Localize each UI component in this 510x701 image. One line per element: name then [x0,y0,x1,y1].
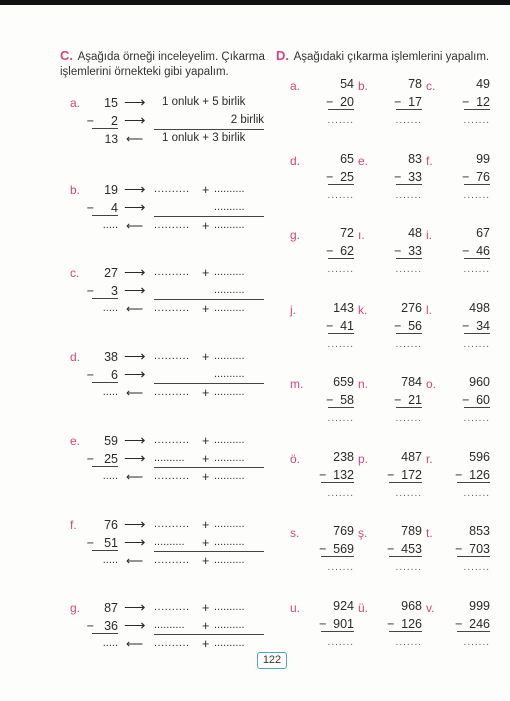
minus-sign: − [86,368,94,382]
ones-blank[interactable]: .......... [214,470,245,482]
exercise-subtrahend: 901 [333,616,354,631]
back-arrow-icon: ⟵ [126,219,144,233]
exercise-subtrahend-row [457,468,490,483]
exercise-label: c. [70,266,80,280]
exercise-minuend: 999 [469,598,490,613]
answer-blank[interactable]: ....... [463,636,490,648]
exercise-label: m. [290,377,304,391]
exercise-d-5 [426,152,498,216]
exercise-subtrahend-row [328,319,354,334]
section-d [276,48,506,648]
exercise-d-0 [290,77,362,141]
tens-blank[interactable]: .......... [154,554,190,566]
answer-blank[interactable]: ....... [327,413,354,424]
plus-sign: + [202,536,210,550]
exercise-minuend: 78 [408,77,422,91]
exercise-c-4 [70,518,270,576]
answer-blank[interactable]: ....... [463,487,490,499]
minus-sign: − [326,169,334,184]
result-blank[interactable]: ..... [102,637,118,649]
minus-sign: − [387,467,395,482]
subtrahend-decomposition-line[interactable] [154,452,264,468]
exercise-minuend: 659 [333,375,354,389]
exercise-minuend: 789 [401,524,422,538]
exercise-subtrahend-row [464,393,490,408]
ones-blank[interactable]: .......... [214,368,245,380]
ones-blank[interactable]: .......... [214,201,245,213]
minus-sign: − [394,393,402,407]
ones-blank[interactable]: .......... [214,452,245,464]
answer-blank[interactable]: ....... [327,189,354,201]
minus-sign: − [86,452,94,466]
exercise-d-15 [290,450,362,514]
arrow-icon: ⟶ [124,366,146,383]
exercise-subtrahend-row [457,617,490,632]
minus-sign: − [394,318,402,333]
exercise-d-11 [426,301,498,365]
exercise-minuend: 968 [401,598,422,613]
minus-sign: − [462,169,470,184]
exercise-d-23 [426,599,498,663]
exercise-minuend: 498 [469,300,490,315]
exercise-subtrahend: 17 [408,95,422,109]
exercise-minuend: 72 [340,226,354,240]
exercise-minuend: 59 [104,434,118,448]
plus-sign: + [202,470,210,484]
exercise-minuend: 27 [104,266,118,280]
minus-sign: − [455,467,463,482]
tens-blank[interactable]: .......... [154,470,190,482]
section-c-heading [60,48,270,80]
ones-blank[interactable]: .......... [214,554,245,566]
plus-sign: + [202,302,210,316]
exercise-minuend: 596 [469,449,490,464]
example-a [70,96,270,154]
minus-sign: − [387,542,395,556]
tens-blank[interactable]: .......... [154,619,185,631]
exercise-d-18 [290,524,362,588]
result-blank[interactable]: ..... [102,302,118,314]
minus-sign: − [394,95,402,109]
minus-sign: − [394,244,402,258]
page-number: 122 [257,652,287,669]
example-decomposition-2: 2 birlik [154,114,264,130]
exercise-d-21 [290,599,362,663]
exercise-subtrahend: 46 [476,244,490,258]
exercise-subtrahend-row [328,393,354,408]
exercise-subtrahend: 3 [92,284,118,299]
answer-blank[interactable]: ....... [463,115,490,126]
exercise-subtrahend: 12 [476,95,490,109]
exercise-minuend: 67 [476,226,490,240]
exercise-label: c. [426,79,436,93]
ones-blank[interactable]: .......... [214,284,245,296]
exercise-label: d. [290,153,301,168]
exercise-label: v. [426,600,435,615]
exercise-subtrahend: 62 [340,244,354,258]
exercise-subtrahend: 36 [92,619,118,634]
minus-sign: − [86,284,94,298]
plus-sign: + [202,219,210,233]
exercise-subtrahend-row [457,542,490,557]
tens-blank[interactable]: .......... [154,219,190,231]
exercise-label: ş. [358,526,368,540]
exercise-d-22 [358,599,430,663]
exercise-subtrahend: 58 [340,393,354,407]
exercise-subtrahend-row [396,393,422,408]
result-blank[interactable]: ..... [102,219,118,231]
answer-blank[interactable]: ....... [327,636,354,648]
ones-blank[interactable]: .......... [214,266,245,278]
exercise-minuend: 487 [401,449,422,464]
exercise-d-10 [358,301,430,365]
plus-sign: + [202,386,210,400]
answer-blank[interactable]: ....... [395,636,422,648]
minus-sign: − [462,318,470,333]
exercise-d-3 [290,152,362,216]
exercise-label: ü. [358,600,369,615]
section-d-heading [276,48,506,65]
exercise-label: b. [358,79,369,93]
tens-blank[interactable]: .......... [154,350,190,362]
tens-blank[interactable]: .......... [154,434,190,446]
exercise-minuend: 49 [476,77,490,91]
tens-blank[interactable]: .......... [154,601,190,613]
arrow-icon: ⟶ [124,348,146,365]
exercise-subtrahend: 246 [469,616,490,631]
exercise-d-4 [358,152,430,216]
answer-blank[interactable]: ....... [395,562,422,573]
plus-sign: + [202,619,210,633]
exercise-subtrahend: 25 [340,169,354,184]
exercise-subtrahend: 126 [401,616,422,631]
exercise-minuend: 87 [104,601,118,615]
top-border [0,0,510,5]
exercise-d-1 [358,77,430,141]
exercise-label: e. [358,153,369,168]
section-c [60,48,270,651]
result-blank[interactable]: ..... [102,554,118,566]
minus-sign: − [326,244,334,258]
plus-sign: + [202,266,210,280]
back-arrow-icon: ⟵ [126,302,144,316]
exercise-subtrahend-row [464,170,490,185]
minus-sign: − [462,393,470,407]
tens-blank[interactable]: .......... [154,518,190,530]
arrow-icon: ⟶ [124,534,146,551]
minus-sign: − [86,536,94,550]
minus-sign: − [86,619,94,633]
exercise-label: s. [290,526,300,540]
arrow-icon: ⟶ [124,264,146,281]
answer-blank[interactable]: ....... [463,413,490,424]
exercise-subtrahend: 453 [401,542,422,556]
tens-blank[interactable]: .......... [154,536,185,548]
exercise-subtrahend-row [389,468,422,483]
section-c-letter: C. [60,48,73,63]
subtrahend-decomposition-line[interactable] [154,619,264,635]
exercise-minuend: 853 [469,524,490,538]
exercise-label: b. [70,183,81,197]
exercise-c-0 [70,183,270,241]
exercise-d-13 [358,375,430,439]
exercise-subtrahend: 76 [476,169,490,184]
tens-blank[interactable]: .......... [154,637,190,649]
exercise-minuend: 238 [333,449,354,464]
exercise-subtrahend: 21 [408,393,422,407]
exercise-d-7 [358,226,430,290]
tens-blank[interactable]: .......... [154,183,190,195]
answer-blank[interactable]: ....... [327,115,354,126]
back-arrow-icon: ⟵ [126,637,144,651]
exercise-subtrahend-row [328,244,354,259]
exercise-minuend: 48 [408,226,422,240]
exercise-d-9 [290,301,362,365]
arrow-icon: ⟶ [124,450,146,467]
arrow-icon: ⟶ [124,112,146,129]
exercise-minuend: 54 [340,77,354,91]
exercise-minuend: 65 [340,151,354,166]
section-c-instruction: Aşağıda örneği inceleyelim. Çıkarma işlemlerini örnekteki gibi yapalım. [60,51,265,78]
plus-sign: + [202,434,210,448]
ones-blank[interactable]: .......... [214,637,245,649]
arrow-icon: ⟶ [124,282,146,299]
exercise-label: i. [426,228,432,242]
exercise-minuend: 19 [104,183,118,197]
exercise-label: u. [290,600,301,615]
answer-blank[interactable]: ....... [395,487,422,499]
minus-sign: − [455,542,463,556]
plus-sign: + [202,554,210,568]
minus-sign: − [462,95,470,109]
exercise-subtrahend: 20 [340,95,354,109]
arrow-icon: ⟶ [124,199,146,216]
minus-sign: − [319,542,327,556]
exercise-minuend: 83 [408,151,422,166]
back-arrow-icon: ⟵ [126,470,144,484]
arrow-icon: ⟶ [124,94,146,111]
exercise-minuend: 276 [401,300,422,315]
answer-blank[interactable]: ....... [327,264,354,275]
plus-sign: + [202,350,210,364]
exercise-label: e. [70,434,81,448]
tens-blank[interactable]: .......... [154,452,185,464]
example-decomposition-1: 1 onluk + 5 birlik [162,96,246,108]
exercise-subtrahend-row [321,542,354,557]
exercise-label: l. [426,302,432,317]
exercise-subtrahend-row [396,170,422,185]
exercise-subtrahend: 703 [469,542,490,556]
exercise-label: d. [70,350,81,364]
tens-blank[interactable]: .......... [154,386,190,398]
plus-sign: + [202,637,210,651]
exercise-label: n. [358,377,369,391]
ones-blank[interactable]: .......... [214,386,245,398]
minus-sign: − [462,244,470,258]
tens-blank[interactable]: .......... [154,266,190,278]
exercise-subtrahend-row [389,542,422,557]
exercise-d-16 [358,450,430,514]
section-d-instruction: Aşağıdaki çıkarma işlemlerini yapalım. [293,51,490,63]
exercise-subtrahend-row [321,617,354,632]
exercise-d-12 [290,375,362,439]
exercise-d-2 [426,77,498,141]
answer-blank[interactable]: ....... [395,189,422,201]
exercise-label: r. [426,451,433,466]
plus-sign: + [202,601,210,615]
subtrahend-decomposition-line[interactable] [154,284,264,300]
exercise-subtrahend-row [321,468,354,483]
ones-blank[interactable]: .......... [214,601,245,613]
exercise-c-1 [70,266,270,324]
ones-blank[interactable]: .......... [214,518,245,530]
exercise-subtrahend-row [396,319,422,334]
exercise-minuend: 769 [333,524,354,538]
exercise-label: f. [426,153,433,168]
back-arrow-icon: ⟵ [126,554,144,568]
plus-sign: + [202,183,210,197]
exercise-subtrahend: 51 [92,536,118,551]
answer-blank[interactable]: ....... [463,264,490,275]
ones-blank[interactable]: .......... [214,302,245,314]
exercise-subtrahend-row [464,95,490,110]
section-d-letter: D. [276,48,289,63]
ones-blank[interactable]: .......... [214,219,245,231]
result-blank[interactable]: ..... [102,386,118,398]
exercise-subtrahend-row [396,244,422,259]
exercise-label: ö. [290,451,301,466]
exercise-d-20 [426,524,498,588]
ones-blank[interactable]: .......... [214,619,245,631]
answer-blank[interactable]: ....... [395,338,422,350]
exercise-c-2 [70,350,270,408]
minus-sign: − [326,318,334,333]
exercise-label: ı. [358,228,365,242]
ones-blank[interactable]: .......... [214,350,245,362]
exercise-label: o. [426,377,437,391]
exercise-subtrahend: 56 [408,318,422,333]
arrow-icon: ⟶ [124,516,146,533]
exercise-minuend: 960 [469,375,490,389]
exercise-subtrahend: 172 [401,467,422,482]
exercise-subtrahend: 60 [476,393,490,407]
example-label: a. [70,96,81,110]
exercise-subtrahend: 33 [408,244,422,258]
exercise-subtrahend: 6 [92,368,118,383]
exercise-label: j. [290,302,296,317]
exercise-subtrahend: 4 [92,201,118,216]
answer-blank[interactable]: ....... [395,264,422,275]
exercise-label: f. [70,518,77,532]
arrow-icon: ⟶ [124,432,146,449]
exercise-label: p. [358,451,369,466]
answer-blank[interactable]: ....... [327,562,354,573]
exercise-subtrahend: 569 [333,542,354,556]
minus-sign: − [319,467,327,482]
exercise-subtrahend-row [328,170,354,185]
exercise-minuend: 99 [476,151,490,166]
answer-blank[interactable]: ....... [463,338,490,350]
back-arrow-icon: ⟵ [126,386,144,400]
exercise-label: k. [358,302,368,317]
exercise-label: g. [70,601,81,615]
exercise-d-8 [426,226,498,290]
ones-blank[interactable]: .......... [214,536,245,548]
subtrahend-decomposition-line[interactable] [154,536,264,552]
exercise-d-17 [426,450,498,514]
example-minuend: 15 [104,96,118,110]
exercise-subtrahend-row [464,319,490,334]
exercise-minuend: 143 [333,300,354,315]
exercise-subtrahend: 33 [408,169,422,184]
exercise-subtrahend: 132 [333,467,354,482]
arrow-icon: ⟶ [124,599,146,616]
exercise-d-19 [358,524,430,588]
ones-blank[interactable]: .......... [214,183,245,195]
result-blank[interactable]: ..... [102,470,118,482]
back-arrow-icon: ⟵ [126,132,144,146]
exercise-d-6 [290,226,362,290]
example-subtrahend: 2 [92,114,118,129]
exercise-subtrahend: 34 [476,318,490,333]
exercise-c-5 [70,601,270,659]
minus-sign: − [86,114,94,128]
answer-blank[interactable]: ....... [463,189,490,201]
minus-sign: − [326,393,334,407]
plus-sign: + [202,452,210,466]
plus-sign: + [202,518,210,532]
subtrahend-decomposition-line[interactable] [154,201,264,217]
arrow-icon: ⟶ [124,617,146,634]
exercise-minuend: 76 [104,518,118,532]
minus-sign: − [326,95,334,109]
minus-sign: − [387,616,395,631]
answer-blank[interactable]: ....... [395,413,422,424]
exercise-subtrahend-row [389,617,422,632]
exercise-subtrahend-row [328,95,354,110]
exercise-c-3 [70,434,270,492]
ones-blank[interactable]: .......... [214,434,245,446]
minus-sign: − [455,616,463,631]
exercise-minuend: 784 [401,375,422,389]
answer-blank[interactable]: ....... [327,338,354,350]
exercise-subtrahend: 126 [469,467,490,482]
exercise-subtrahend-row [396,95,422,110]
example-decomposition-3: 1 onluk + 3 birlik [162,132,246,144]
answer-blank[interactable]: ....... [463,562,490,573]
exercise-label: a. [290,79,301,93]
subtrahend-decomposition-line[interactable] [154,368,264,384]
answer-blank[interactable]: ....... [395,115,422,126]
minus-sign: − [319,616,327,631]
exercise-minuend: 924 [333,598,354,613]
exercise-label: t. [426,526,433,540]
exercise-subtrahend: 25 [92,452,118,467]
exercise-subtrahend-row [464,244,490,259]
example-result: 13 [104,132,118,146]
tens-blank[interactable]: .......... [154,302,190,314]
exercise-d-14 [426,375,498,439]
minus-sign: − [394,169,402,184]
exercise-label: g. [290,228,301,242]
minus-sign: − [86,201,94,215]
exercise-minuend: 38 [104,350,118,364]
arrow-icon: ⟶ [124,181,146,198]
answer-blank[interactable]: ....... [327,487,354,499]
exercise-subtrahend: 41 [340,318,354,333]
